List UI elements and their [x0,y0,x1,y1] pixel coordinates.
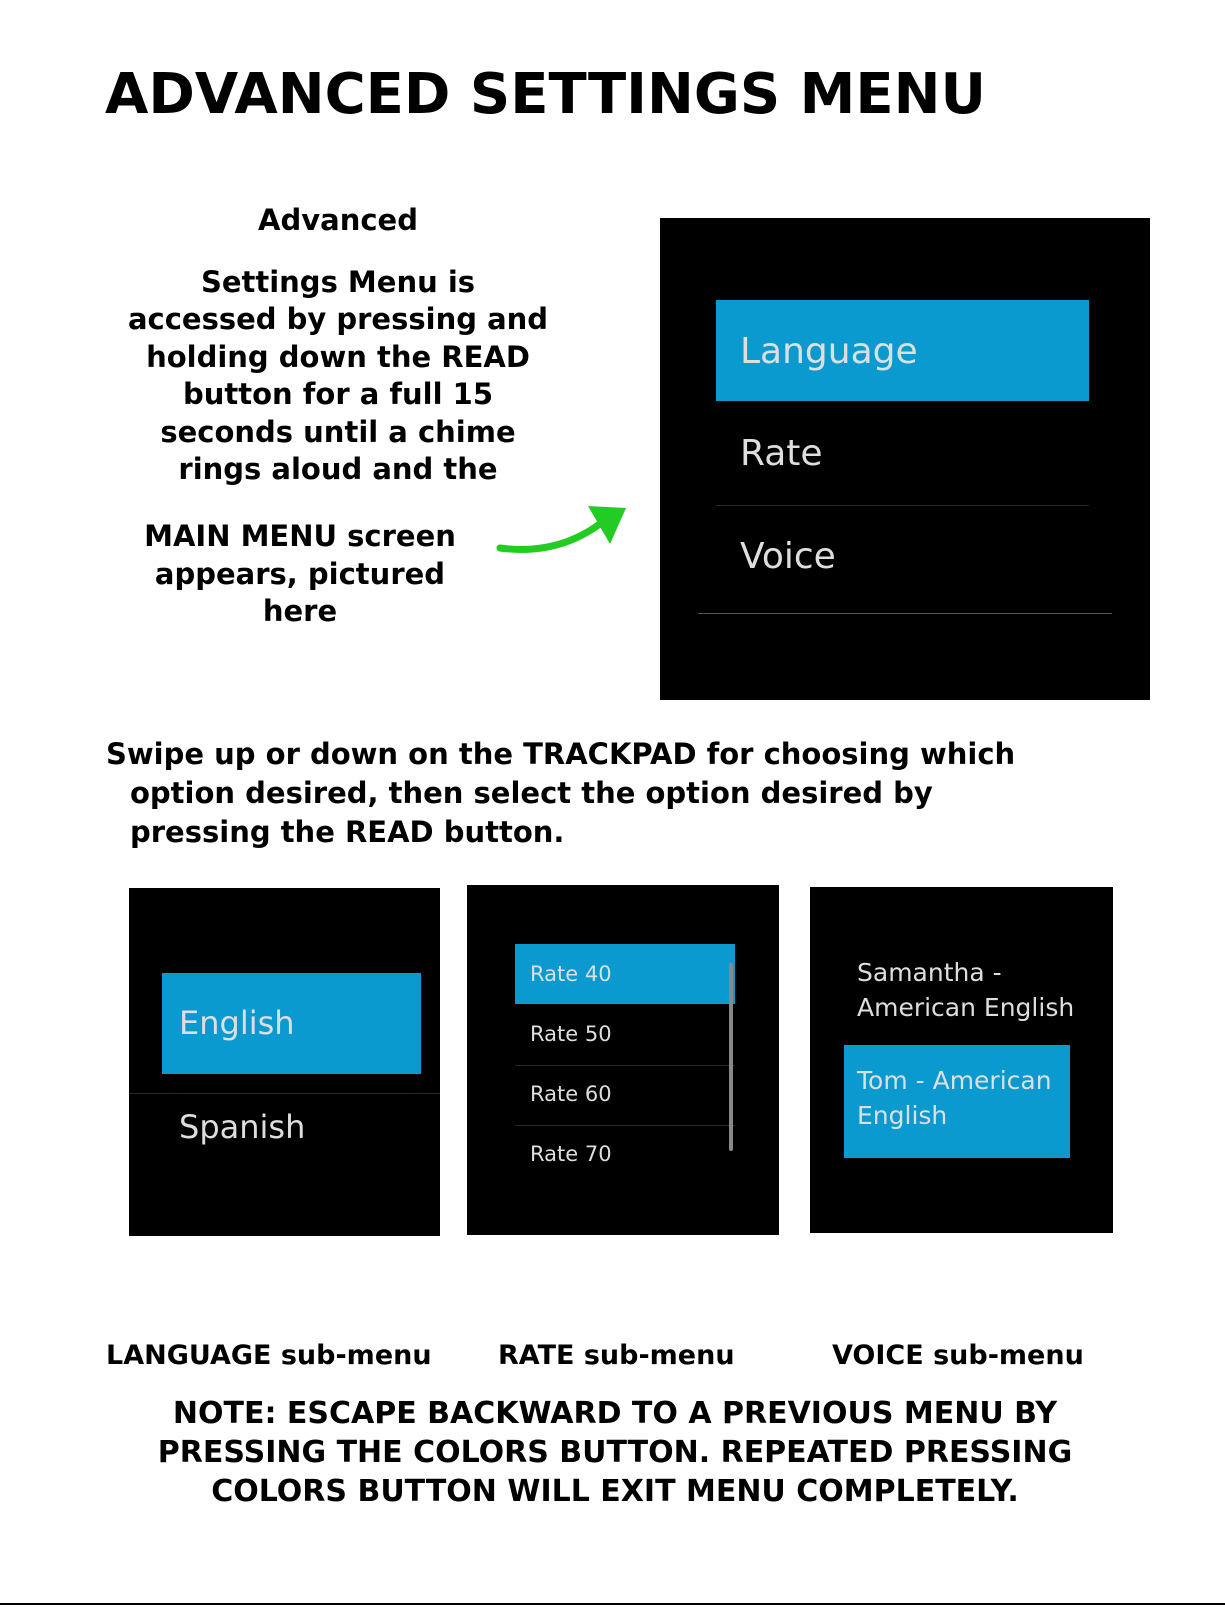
intro-text-continued [100,518,500,631]
note-line: COLORS BUTTON WILL EXIT MENU COMPLETELY. [211,1474,1019,1509]
intro-line: holding down the READ [146,339,530,374]
intro-line: button for a full 15 [183,377,493,411]
voice-item-label: Tom - American [857,1066,1052,1095]
note-text [80,1394,1150,1511]
divider [515,1125,735,1126]
note-line: NOTE: ESCAPE BACKWARD TO A PREVIOUS MENU BY [172,1396,1058,1431]
voice-submenu-caption: VOICE sub-menu [832,1340,1084,1371]
page-title: ADVANCED SETTINGS MENU [105,62,986,127]
main-menu-item-language[interactable]: Language [740,331,918,372]
main-menu-item-voice[interactable]: Voice [740,536,836,577]
intro-line: appears, pictured [154,556,446,591]
voice-item-label: English [857,1101,948,1130]
intro-line: MAIN MENU screen [144,519,456,553]
scrollbar[interactable] [729,963,733,1151]
intro-line: Advanced [258,203,418,237]
voice-item-tom[interactable] [857,1063,1052,1133]
intro-line: seconds until a chime [160,414,516,449]
main-menu-screen [660,218,1150,700]
language-item-english[interactable]: English [179,1004,295,1042]
instruction-line: option desired, then select the option desired by [130,776,933,810]
rate-submenu-screen [467,885,779,1235]
divider [515,1065,735,1066]
main-menu-item-rate[interactable]: Rate [740,433,823,474]
voice-item-label: Samantha - [857,958,1002,987]
rate-item-70[interactable]: Rate 70 [530,1142,612,1166]
voice-item-label: American English [857,993,1075,1022]
intro-line: Settings Menu is [200,264,476,299]
voice-submenu-screen [810,887,1113,1233]
language-item-spanish[interactable]: Spanish [179,1108,306,1146]
instruction-line: pressing the READ button. [130,815,565,849]
intro-line: accessed by pressing and [127,302,549,336]
divider [698,613,1112,614]
rate-submenu-caption: RATE sub-menu [498,1340,735,1371]
language-submenu-screen [129,888,440,1236]
voice-item-samantha[interactable] [857,955,1074,1025]
instruction-text [106,735,1216,852]
instruction-line: Swipe up or down on the TRACKPAD for choosing which [106,737,1016,771]
language-submenu-caption: LANGUAGE sub-menu [106,1340,432,1371]
divider [129,1093,440,1094]
intro-text [108,202,568,489]
bottom-rule [0,1603,1225,1605]
note-line: PRESSING THE COLORS BUTTON. REPEATED PRESSING [157,1435,1073,1470]
rate-item-60[interactable]: Rate 60 [530,1082,612,1106]
intro-line: here [262,594,338,628]
curved-arrow-icon [490,500,640,560]
divider [716,505,1089,506]
rate-item-40[interactable]: Rate 40 [530,962,612,986]
intro-line: rings aloud and the [178,452,498,486]
rate-item-50[interactable]: Rate 50 [530,1022,612,1046]
